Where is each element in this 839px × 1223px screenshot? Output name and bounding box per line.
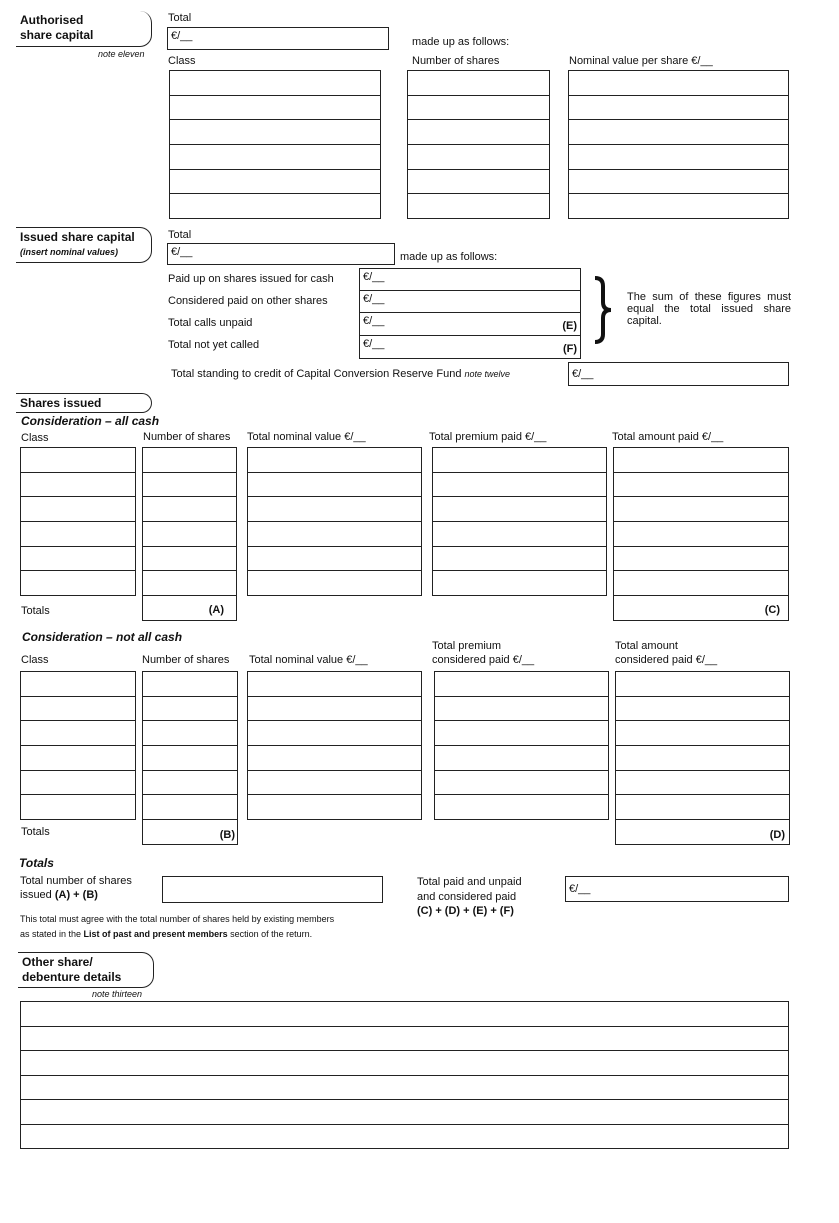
- noncash-heading: Consideration – not all cash: [22, 630, 183, 644]
- totals-note-link: List of past and present members: [83, 929, 228, 939]
- cash-total-number-field[interactable]: [142, 595, 237, 621]
- authorised-title-line2: share capital: [20, 28, 94, 42]
- totals-num-label-2a: issued: [20, 889, 55, 901]
- authorised-number-grid[interactable]: [407, 70, 550, 219]
- other-details-tab: [18, 952, 154, 988]
- mark-f: (F): [562, 343, 577, 355]
- cash-totals-label: Totals: [21, 605, 50, 617]
- noncash-col-amount-1: Total amount: [615, 640, 678, 652]
- authorised-col-number: Number of shares: [412, 55, 500, 67]
- totals-note-line1: This total must agree with the total number of shares held by existing members: [20, 914, 335, 924]
- noncash-totals-label: Totals: [21, 826, 50, 838]
- ccrf-label: [171, 368, 510, 381]
- totals-note-2a: as stated in the: [20, 929, 84, 939]
- totals-paid-formula: (C) + (D) + (E) + (F): [417, 905, 514, 917]
- cash-total-amount-field[interactable]: [613, 595, 789, 621]
- issued-made-up-label: made up as follows:: [400, 251, 498, 263]
- other-details-grid[interactable]: [20, 1001, 789, 1149]
- total-paid-field[interactable]: [565, 876, 789, 902]
- mark-e: (E): [562, 320, 577, 332]
- totals-num-label-2: [20, 889, 98, 902]
- total-shares-field[interactable]: [162, 876, 383, 903]
- authorised-share-capital-tab: [16, 11, 152, 47]
- issued-cash-field[interactable]: [359, 268, 581, 291]
- issued-not-called-value: €/__: [363, 338, 385, 350]
- cash-nominal-grid[interactable]: [247, 447, 422, 596]
- issued-row-label-calls-unpaid: Total calls unpaid: [168, 317, 253, 329]
- cash-col-class: Class: [21, 432, 49, 444]
- authorised-made-up-label: made up as follows:: [412, 36, 510, 48]
- noncash-col-premium-1: Total premium: [432, 640, 502, 652]
- other-title-line1: Other share/: [22, 955, 93, 969]
- issued-calls-unpaid-field[interactable]: [359, 312, 581, 336]
- issued-not-called-field[interactable]: [359, 335, 581, 359]
- ccrf-label-text: Total standing to credit of Capital Conversion Reserve Fund: [171, 368, 462, 380]
- issued-row-label-other: Considered paid on other shares: [168, 295, 328, 307]
- totals-note-line2: [20, 929, 312, 940]
- mark-d: (D): [769, 829, 785, 841]
- mark-c: (C): [764, 604, 780, 616]
- noncash-col-class: Class: [21, 654, 49, 666]
- issued-title: Issued share capital: [20, 230, 135, 244]
- issued-sum-note: The sum of these figures must equal the total issued share capital.: [627, 291, 791, 327]
- other-title-line2: debenture details: [22, 970, 122, 984]
- noncash-total-number-field[interactable]: [142, 819, 238, 845]
- ccrf-note: note twelve: [464, 369, 511, 379]
- noncash-total-amount-field[interactable]: [615, 819, 790, 845]
- totals-heading: Totals: [19, 856, 54, 870]
- issued-cash-value: €/__: [363, 271, 385, 283]
- cash-col-amount: Total amount paid €/__: [612, 431, 724, 443]
- cash-premium-grid[interactable]: [432, 447, 607, 596]
- cash-number-grid[interactable]: [142, 447, 237, 596]
- authorised-title-line1: Authorised: [20, 13, 84, 27]
- issued-row-label-not-called: Total not yet called: [168, 339, 260, 351]
- sum-brace-icon: [590, 276, 616, 344]
- cash-col-premium: Total premium paid €/__: [429, 431, 547, 443]
- noncash-amount-grid[interactable]: [615, 671, 790, 820]
- issued-other-field[interactable]: [359, 290, 581, 313]
- totals-num-label-1: Total number of shares: [20, 875, 132, 887]
- totals-note-2c: section of the return.: [227, 929, 313, 939]
- totals-paid-label-1: Total paid and unpaid: [417, 876, 522, 888]
- authorised-total-value: €/__: [171, 30, 193, 42]
- noncash-nominal-grid[interactable]: [247, 671, 422, 820]
- ccrf-field[interactable]: [568, 362, 789, 386]
- issued-total-label: Total: [168, 229, 192, 241]
- other-note: note thirteen: [92, 989, 143, 999]
- issued-calls-unpaid-value: €/__: [363, 315, 385, 327]
- issued-other-value: €/__: [363, 293, 385, 305]
- noncash-col-amount-2: considered paid €/__: [615, 654, 718, 666]
- noncash-col-nominal: Total nominal value €/__: [249, 654, 368, 666]
- issued-subtitle: (insert nominal values): [20, 247, 119, 257]
- cash-col-nominal: Total nominal value €/__: [247, 431, 366, 443]
- total-paid-value: €/__: [569, 883, 591, 895]
- cash-heading: Consideration – all cash: [21, 414, 160, 428]
- shares-issued-tab: [16, 393, 152, 413]
- cash-col-number: Number of shares: [143, 431, 231, 443]
- totals-num-formula: (A) + (B): [54, 889, 98, 901]
- authorised-col-nominal: Nominal value per share €/__: [569, 55, 713, 67]
- mark-b: (B): [219, 829, 235, 841]
- shares-issued-title: Shares issued: [20, 396, 102, 410]
- authorised-total-field[interactable]: [167, 27, 389, 50]
- noncash-premium-grid[interactable]: [434, 671, 609, 820]
- totals-paid-label-2: and considered paid: [417, 891, 517, 903]
- authorised-total-label: Total: [168, 12, 192, 24]
- mark-a: (A): [208, 604, 224, 616]
- noncash-class-grid[interactable]: [20, 671, 136, 820]
- authorised-col-class: Class: [168, 55, 196, 67]
- cash-amount-grid[interactable]: [613, 447, 789, 596]
- issued-total-field[interactable]: [167, 243, 395, 265]
- issued-total-value: €/__: [171, 246, 193, 258]
- authorised-class-grid[interactable]: [169, 70, 381, 219]
- issued-row-label-cash: Paid up on shares issued for cash: [168, 273, 334, 285]
- noncash-col-premium-2: considered paid €/__: [432, 654, 535, 666]
- authorised-note: note eleven: [98, 49, 145, 59]
- noncash-number-grid[interactable]: [142, 671, 238, 820]
- issued-share-capital-tab: [16, 227, 152, 263]
- authorised-nominal-grid[interactable]: [568, 70, 789, 219]
- noncash-col-number: Number of shares: [142, 654, 230, 666]
- ccrf-value: €/__: [572, 368, 594, 380]
- cash-class-grid[interactable]: [20, 447, 136, 596]
